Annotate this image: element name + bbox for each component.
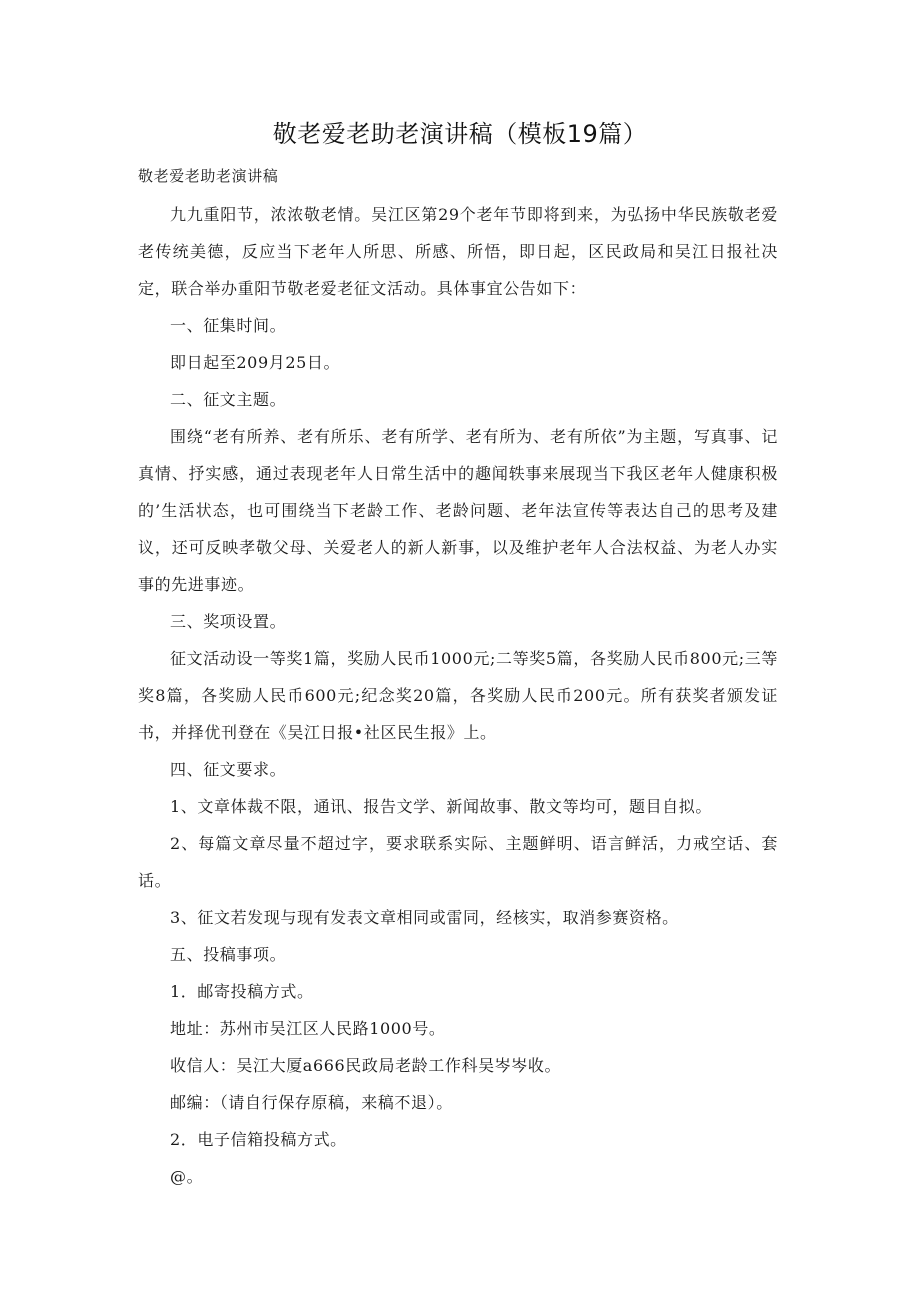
- paragraph: 收信人：吴江大厦a666民政局老龄工作科吴岑岑收。: [170, 1056, 562, 1075]
- paragraph: 征文活动设一等奖1篇，奖励人民币1000元;二等奖5篇，各奖励人民币800元;三等奖8篇，各奖励人民币600元;纪念奖20篇，各奖励人民币200元。所有获奖者颁发证书，并择优刊登在《吴江日报•社区民生报》上。: [138, 649, 778, 742]
- document-body: [138, 196, 778, 1195]
- section-heading-4: 四、征文要求。: [170, 760, 287, 779]
- paragraph: 3、征文若发现与现有发表文章相同或雷同，经核实，取消参赛资格。: [170, 908, 679, 927]
- paragraph: 1．邮寄投稿方式。: [170, 982, 314, 1001]
- paragraph: 2．电子信箱投稿方式。: [170, 1130, 347, 1149]
- paragraph: 2、每篇文章尽量不超过字，要求联系实际、主题鲜明、语言鲜活，力戒空话、套话。: [138, 834, 778, 890]
- paragraph: 地址：苏州市吴江区人民路1000号。: [170, 1019, 446, 1038]
- section-heading-2: 二、征文主题。: [170, 390, 287, 409]
- paragraph: 1、文章体裁不限，通讯、报告文学、新闻故事、散文等均可，题目自拟。: [170, 797, 712, 816]
- paragraph: 即日起至209月25日。: [170, 353, 341, 372]
- paragraph-intro: 九九重阳节，浓浓敬老情。吴江区第29个老年节即将到来，为弘扬中华民族敬老爱老传统美德，反应当下老年人所思、所感、所悟，即日起，区民政局和吴江日报社决定，联合举办重阳节敬老爱老征文活动。具体事宜公告如下：: [138, 205, 778, 298]
- paragraph: @。: [170, 1167, 204, 1186]
- document-subtitle: 敬老爱老助老演讲稿: [138, 167, 279, 185]
- section-heading-1: 一、征集时间。: [170, 316, 287, 335]
- paragraph: 围绕“老有所养、老有所乐、老有所学、老有所为、老有所依”为主题，写真事、记真情、抒实感，通过表现老年人日常生活中的趣闻轶事来展现当下我区老年人健康积极的’生活状态，也可围绕当下老龄工作、老龄问题、老年法宣传等表达自己的思考及建议，还可反映孝敬父母、关爱老人的新人新事，以及维护老年人合法权益、为老人办实事的先进事迹。: [138, 427, 778, 594]
- paragraph: 邮编：（请自行保存原稿，来稿不退）。: [170, 1093, 453, 1112]
- section-heading-3: 三、奖项设置。: [170, 612, 287, 631]
- section-heading-5: 五、投稿事项。: [170, 945, 287, 964]
- document-title: 敬老爱老助老演讲稿（模板19篇）: [272, 120, 648, 148]
